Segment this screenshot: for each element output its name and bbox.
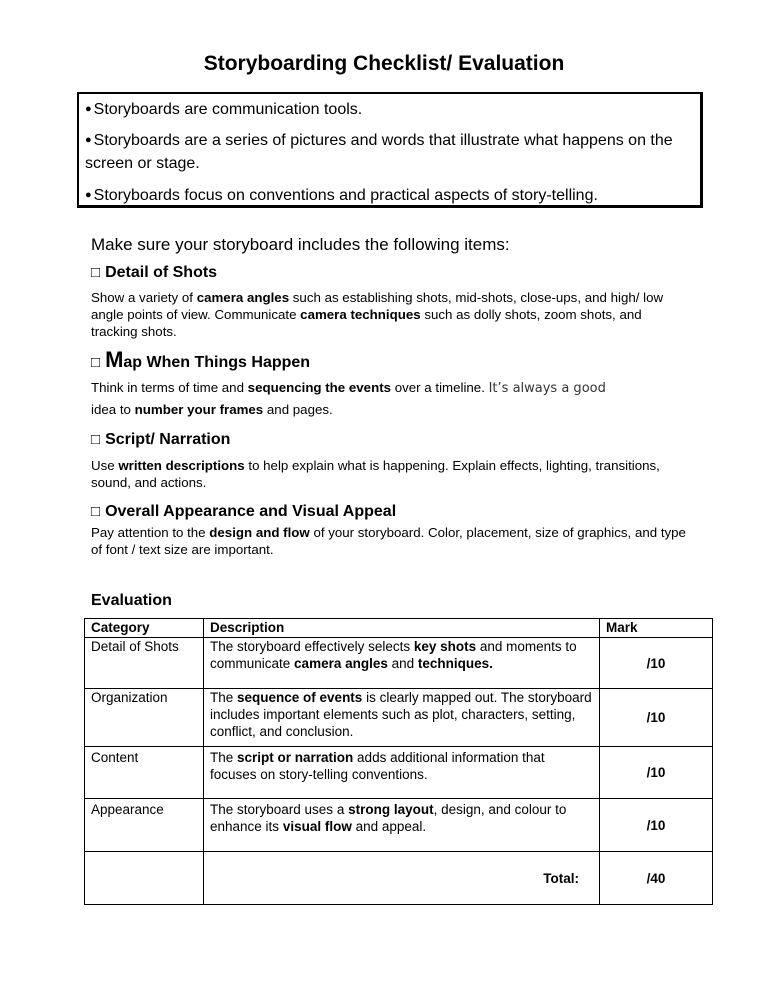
intro-bullet: ● Storyboards focus on conventions and practical aspects of story-telling.: [85, 187, 598, 204]
total-row: [85, 852, 713, 905]
checkbox-icon: □: [91, 264, 101, 281]
row-mark: /10: [600, 747, 713, 799]
header-category: Category: [85, 619, 204, 638]
bullet-icon: ●: [85, 189, 92, 201]
intro-bullet: ● Storyboards are communication tools.: [85, 101, 363, 118]
evaluation-table: [84, 618, 713, 905]
section-heading-appearance: □ Overall Appearance and Visual Appeal: [91, 503, 397, 520]
row-category: Organization: [85, 689, 204, 747]
row-description: The storyboard effectively selects key shots and moments to communicate camera angles and techniques.: [204, 638, 600, 689]
row-category: Detail of Shots: [85, 638, 204, 689]
checkbox-icon: □: [91, 354, 101, 371]
bullet-icon: ●: [85, 134, 92, 146]
row-description: The script or narration adds additional information that focuses on story-telling conventions.: [204, 747, 600, 799]
row-mark: /10: [600, 799, 713, 852]
section-text-shots: Show a variety of camera angles such as establishing shots, mid-shots, close-ups, and high/ low angle points of view. Communicate camera techniques such as dolly shots, zoom shots, and tracking shots.: [91, 290, 664, 339]
total-empty-cell: [85, 852, 204, 905]
table-row: [85, 638, 713, 689]
intro-bullet: ● Storyboards are a series of pictures and words that illustrate what happens on the screen or stage.: [85, 132, 673, 172]
section-heading-script: □ Script/ Narration: [91, 431, 231, 448]
table-row: [85, 747, 713, 799]
section-text-script: Use written descriptions to help explain what is happening. Explain effects, lighting, transitions, sound, and actions.: [91, 458, 660, 490]
header-mark: Mark: [600, 619, 713, 638]
bullet-icon: ●: [85, 103, 92, 115]
section-text-appearance: Pay attention to the design and flow of your storyboard. Color, placement, size of graphics, and type of font / text size are important.: [91, 525, 686, 557]
row-category: Content: [85, 747, 204, 799]
row-category: Appearance: [85, 799, 204, 852]
row-mark: /10: [600, 638, 713, 689]
page-title: Storyboarding Checklist/ Evaluation: [203, 52, 565, 75]
row-description: The sequence of events is clearly mapped out. The storyboard includes important elements such as plot, characters, setting, conflict, and conclusion.: [204, 689, 600, 747]
intro-box: [77, 92, 703, 208]
total-label: Total:: [204, 852, 600, 905]
row-description: The storyboard uses a strong layout, design, and colour to enhance its visual flow and appeal.: [204, 799, 600, 852]
table-row: [85, 799, 713, 852]
table-header-row: [85, 619, 713, 638]
evaluation-heading: Evaluation: [91, 592, 172, 609]
section-heading-shots: □ Detail of Shots: [91, 264, 218, 281]
lead-text: Make sure your storyboard includes the following items:: [91, 235, 510, 254]
table-row: [85, 689, 713, 747]
header-description: Description: [204, 619, 600, 638]
checkbox-icon: □: [91, 431, 101, 448]
total-mark: /40: [600, 852, 713, 905]
section-heading-map: □ Map When Things Happen: [91, 347, 311, 372]
checkbox-icon: □: [91, 503, 101, 520]
section-text-map: Think in terms of time and sequencing the events over a timeline. It’s always a good idea to number your frames and pages.: [91, 380, 606, 417]
row-mark: /10: [600, 689, 713, 747]
